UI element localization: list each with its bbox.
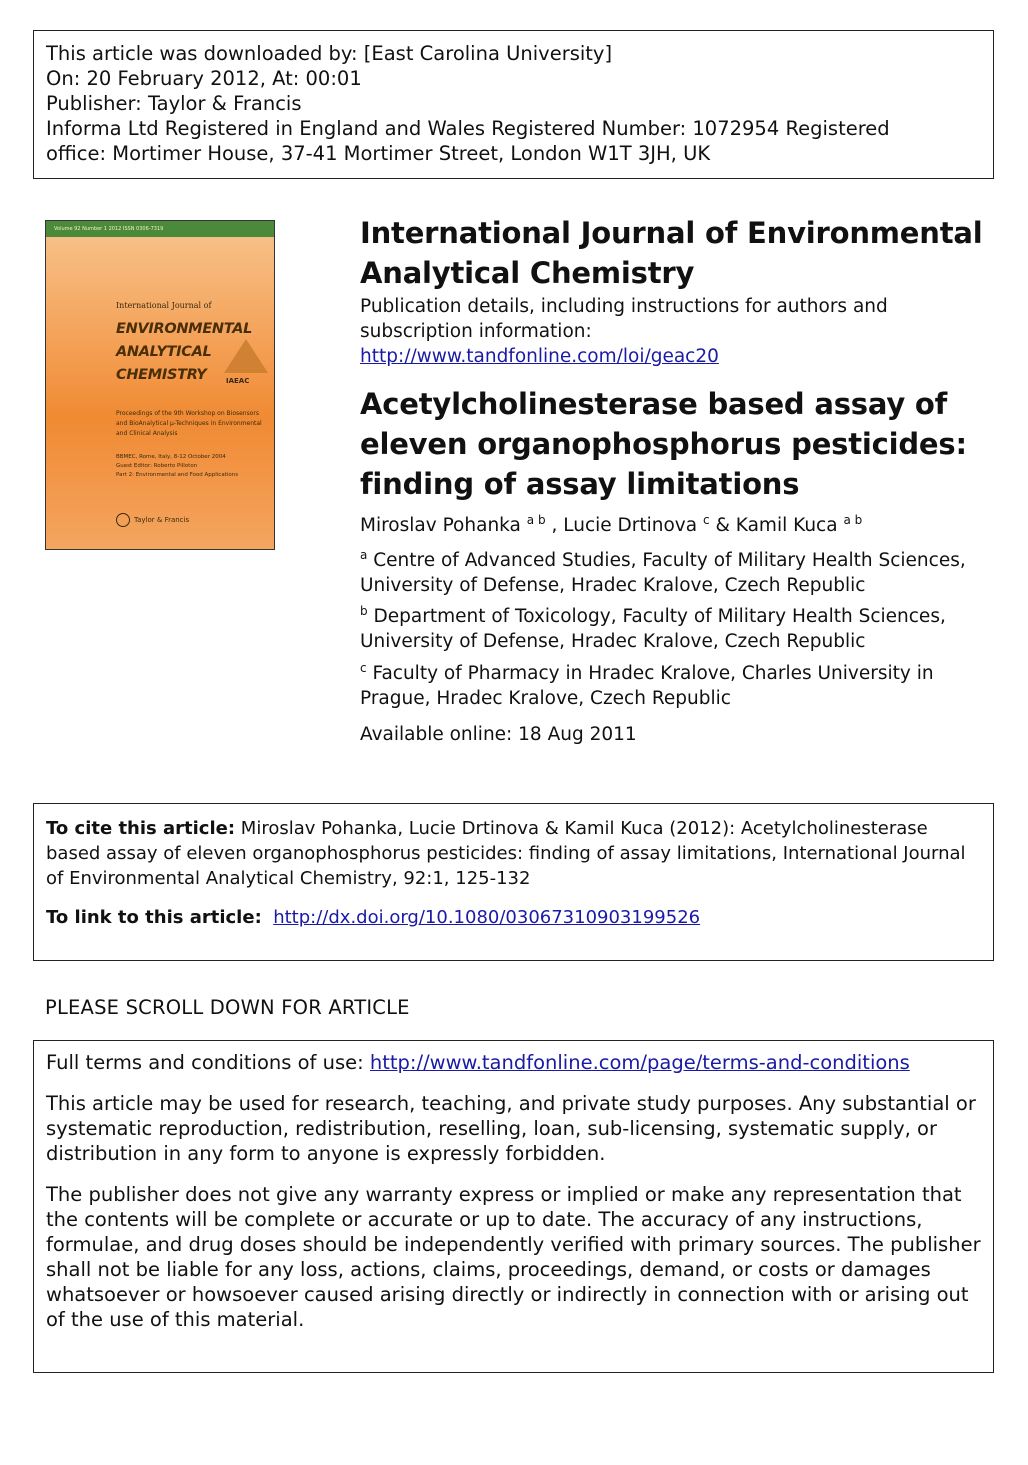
download-line: Publisher: Taylor & Francis (46, 92, 302, 115)
download-line: Informa Ltd Registered in England and Wales Registered Number: 1072954 Registered (46, 117, 890, 140)
author-name: Kamil Kuca (735, 515, 838, 536)
journal-url-link[interactable]: http://www.tandfonline.com/loi/geac20 (360, 346, 719, 367)
terms-intro: Full terms and conditions of use: http://www.tandfonline.com/page/terms-and-conditions (46, 1051, 910, 1074)
journal-cover-image (45, 220, 275, 550)
terms-paragraph-2: The publisher does not give any warranty express or implied or make any representation that the contents will be complete or accurate or up to date. The accuracy of any instructions, formulae, and drug doses should be independently verified with primary sources. The publisher shall not be liable for any loss, actions, claims, proceedings, demand, or costs or damages whatsoever or howsoever caused arising directly or indirectly in connection with or arising out of the use of this material. (46, 1183, 981, 1331)
download-info-box (33, 30, 994, 179)
citation-box (33, 803, 994, 961)
link-label: To link to this article: (46, 907, 262, 928)
author-name: Miroslav Pohanka (360, 515, 521, 536)
author-list: Miroslav Pohanka $^{a b}$ , Lucie Drtinova $^c$ & Kamil Kuca $^{a b}$ (360, 513, 863, 536)
scroll-notice: PLEASE SCROLL DOWN FOR ARTICLE (45, 996, 410, 1019)
author-affiliation-mark: c (702, 513, 710, 527)
publisher-logo: Taylor & Francis (116, 513, 189, 527)
article-link-line (46, 905, 981, 930)
triangle-icon (224, 339, 268, 373)
affiliation: $^a$ Centre of Advanced Studies, Faculty of Military Health Sciences, University of Defense, Hradec Kralove, Czech Republic (360, 548, 966, 596)
author-name: Lucie Drtinova (563, 515, 698, 536)
download-line: This article was downloaded by: [East Carolina University] (46, 42, 613, 65)
download-line: office: Mortimer House, 37-41 Mortimer Street, London W1T 3JH, UK (46, 142, 711, 165)
publication-details: Publication details, including instructions for authors and subscription information: http://www.tandfonline.com/loi/geac20 (360, 296, 888, 367)
cover-band: Volume 92 Number 1 2012 ISSN 0306-7319 (46, 221, 274, 237)
available-online-date: Available online: 18 Aug 2011 (360, 724, 637, 745)
journal-title: International Journal of Environmental Analytical Chemistry (360, 216, 983, 290)
download-line: On: 20 February 2012, At: 00:01 (46, 67, 362, 90)
affiliation: $^c$ Faculty of Pharmacy in Hradec Kralove, Charles University in Prague, Hradec Kralove, Czech Republic (360, 661, 934, 709)
cover-details: BBMEC, Rome, Italy, 8-12 October 2004 Guest Editor: Roberto Pilloton Part 2: Environmental and Food Applications (116, 454, 239, 478)
cover-journal-name: ENVIRONMENTAL ANALYTICAL CHEMISTRY (116, 321, 253, 383)
cover-description: Proceedings of the 9th Workshop on Biosensors and BioAnalytical µ-Techniques in Environmental and Clinical Analysis (116, 410, 262, 437)
affiliation: $^b$ Department of Toxicology, Faculty of Military Health Sciences, University of Defense, Hradec Kralove, Czech Republic (360, 604, 946, 652)
author-affiliation-mark: a b (843, 513, 863, 527)
publisher-logo-icon (116, 513, 130, 527)
doi-link[interactable]: http://dx.doi.org/10.1080/03067310903199526 (273, 907, 701, 928)
citation-text: To cite this article: Miroslav Pohanka, Lucie Drtinova & Kamil Kuca (2012): Acetylcholinesterase based assay of eleven organophosphorus pesticides: finding of assay limitations, International Journal of Environmental Analytical Chemistry, 92:1, 125-132 (46, 818, 966, 889)
author-affiliation-mark: a b (526, 513, 546, 527)
cover-badge: IAEAC (226, 377, 250, 385)
terms-box (33, 1040, 994, 1373)
terms-link[interactable]: http://www.tandfonline.com/page/terms-and-conditions (369, 1051, 910, 1074)
terms-paragraph-1: This article may be used for research, teaching, and private study purposes. Any substantial or systematic reproduction, redistribution, reselling, loan, sub-licensing, systematic supply, or distribution in any form to anyone is expressly forbidden. (46, 1092, 976, 1165)
cite-label: To cite this article: (46, 818, 236, 839)
article-title: Acetylcholinesterase based assay of eleven organophosphorus pesticides: finding of assay limitations (360, 387, 967, 501)
cover-journal-small: International Journal of (116, 301, 212, 310)
